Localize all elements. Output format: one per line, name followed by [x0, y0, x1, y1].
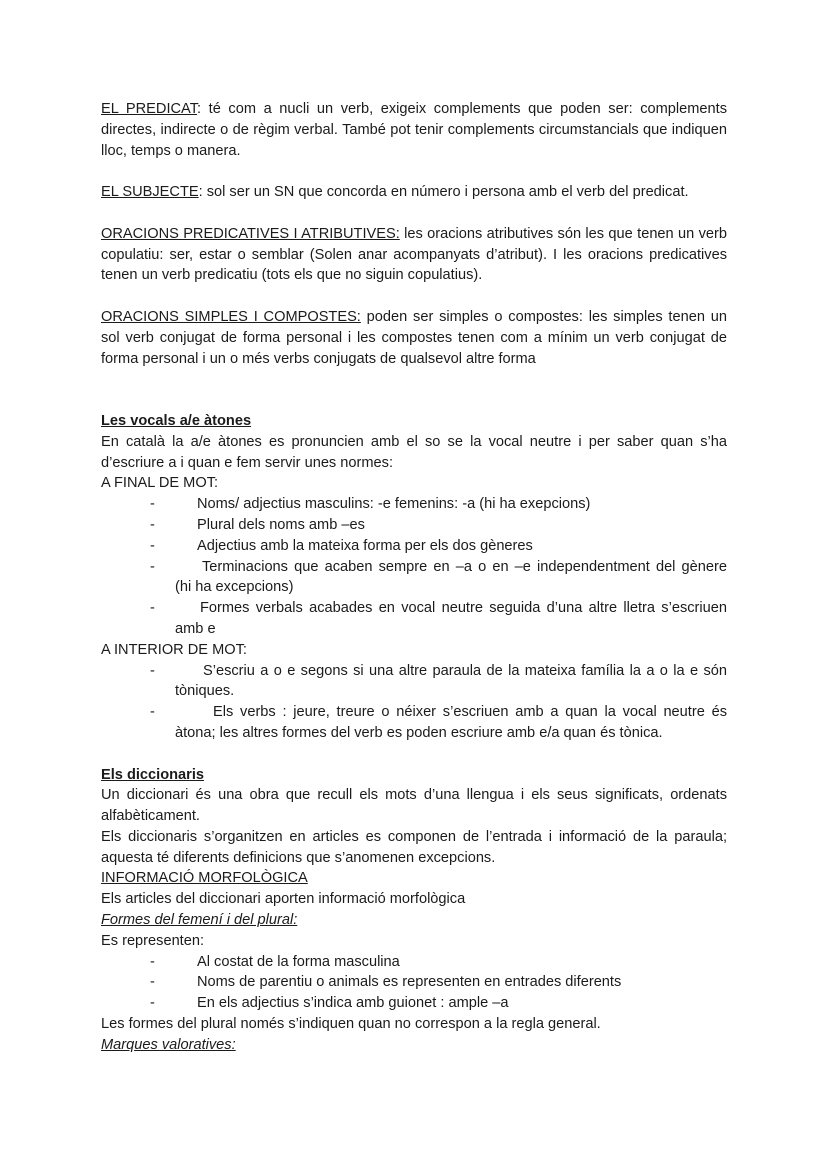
oracions-simples-paragraph — [101, 307, 727, 369]
list-item: - S’escriu a o e segons si una altre paraula de la mateixa família la a o la e són tòniques. — [150, 662, 727, 700]
vocals-intro: En català la a/e àtones es pronuncien amb el so se la vocal neutre i per saber quan s’ha d’escriure a i quan e fem servir unes normes: — [101, 433, 727, 471]
marques-heading: Marques valoratives: — [101, 1036, 236, 1053]
oracions-predicatives-heading: ORACIONS PREDICATIVES I ATRIBUTIVES: — [101, 225, 400, 242]
predicat-paragraph — [101, 99, 727, 161]
list-item: - Noms/ adjectius masculins: -e femenins: -a (hi ha exepcions) — [150, 496, 591, 513]
oracions-simples-heading: ORACIONS SIMPLES I COMPOSTES: — [101, 308, 361, 325]
subjecte-heading: EL SUBJECTE — [101, 184, 199, 201]
list-item: - Formes verbals acabades en vocal neutre seguida d’una altre lletra s’escriuen amb e — [150, 600, 727, 637]
list-item: - Terminacions que acaben sempre en –a o en –e independentment del gènere (hi ha excepcions) — [150, 558, 727, 596]
es-representen: Es representen: — [101, 932, 205, 949]
list-item: - Adjectius amb la mateixa forma per els dos gèneres — [150, 537, 533, 554]
predicat-text: : té com a nucli un verb, exigeix complements que poden ser: complements directes, indirecte o de règim verbal. També pot tenir complements circumstancials que indiquen lloc, temps o manera. — [101, 101, 728, 159]
interior-de-mot-label: A INTERIOR DE MOT: — [101, 641, 247, 658]
subjecte-paragraph — [101, 182, 727, 203]
predicat-heading: EL PREDICAT — [101, 101, 197, 117]
diccionaris-p2: Els diccionaris s’organitzen en articles es componen de l’entrada i informació de la paraula; aquesta té diferents definicions que s’anomenen excepcions. — [101, 828, 727, 866]
vocals-heading: Les vocals a/e àtones — [101, 412, 252, 429]
list-item: - Els verbs : jeure, treure o néixer s’escriuen amb a quan la vocal neutre és àtona; les altres formes del verb es poden escriure amb e/a quan és tònica. — [150, 704, 727, 741]
list-item: - Al costat de la forma masculina — [150, 953, 400, 970]
document-page — [101, 99, 727, 1056]
list-item: - Noms de parentiu o animals es representen en entrades diferents — [150, 974, 622, 991]
oracions-predicatives-text: les oracions atributives són les que tenen un verb copulatiu: ser, estar o semblar (Solen anar acompanyats d’atribut). I les oracions predicatives tenen un verb predicatiu (tots els que no siguin copulatius). — [101, 225, 727, 284]
final-de-mot-label: A FINAL DE MOT: — [101, 475, 219, 492]
oracions-simples-text: poden ser simples o compostes: les simples tenen un sol verb conjugat de forma personal i les compostes tenen com a mínim un verb conjugat de forma personal i un o més verbs conjugats de qualsevol altre forma — [101, 308, 727, 367]
morfologica-text: Els articles del diccionari aporten informació morfològica — [101, 891, 466, 908]
oracions-predicatives-paragraph — [101, 224, 727, 286]
diccionaris-p1: Un diccionari és una obra que recull els mots d’una llengua i els seus significats, ordenats alfabèticament. — [101, 787, 727, 825]
formes-heading: Formes del femení i del plural: — [101, 912, 298, 929]
subjecte-text: : sol ser un SN que concorda en número i persona amb el verb del predicat. — [198, 184, 689, 201]
list-item: - En els adjectius s’indica amb guionet : ample –a — [150, 995, 509, 1012]
plural-text: Les formes del plural només s’indiquen quan no correspon a la regla general. — [101, 1016, 601, 1033]
morfologica-heading: INFORMACIÓ MORFOLÒGICA — [101, 870, 308, 887]
diccionaris-heading: Els diccionaris — [101, 766, 205, 783]
list-item: - Plural dels noms amb –es — [150, 516, 365, 533]
